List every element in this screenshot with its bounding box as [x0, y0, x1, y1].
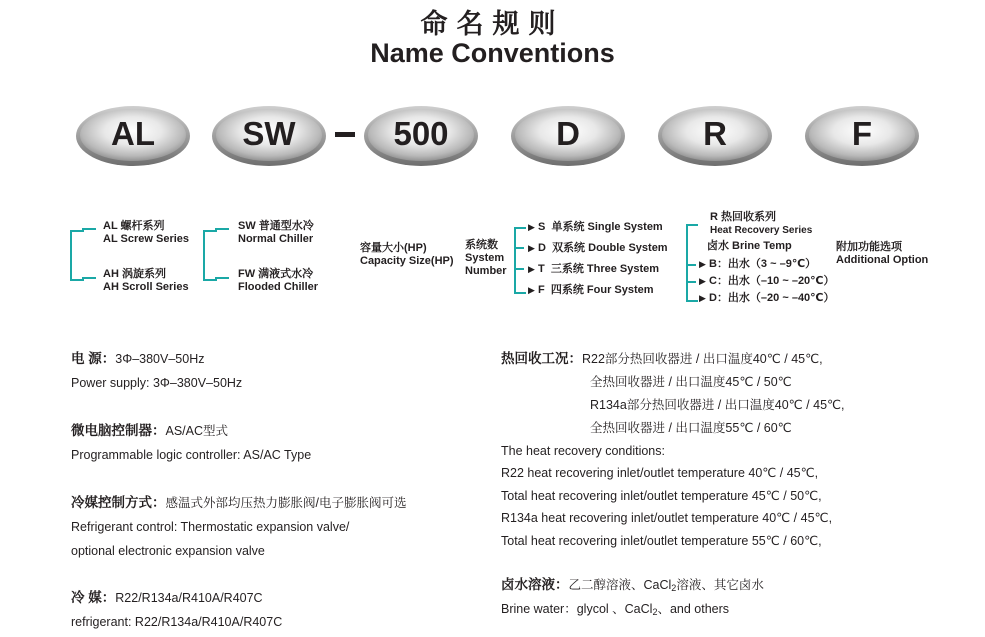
code-d: D	[556, 115, 580, 152]
spec-heat-recovery-en-2: R22 heat recovering inlet/outlet temperature 40℃ / 45℃,	[501, 466, 819, 480]
spec-heat-recovery-cn-4: 全热回收器进 / 出口温度55℃ / 60℃	[590, 421, 792, 435]
heat-recovery-series: R 热回收系列 Heat Recovery Series	[710, 211, 813, 236]
chiller-bracket	[203, 230, 217, 281]
series-bracket	[70, 230, 84, 281]
arrow-right-icon: ▶	[699, 259, 706, 269]
series-ah: AH 涡旋系列 AH Scroll Series	[103, 268, 189, 293]
system-bracket	[514, 227, 526, 294]
additional-option-label: 附加功能选项 Additional Option	[836, 241, 929, 266]
spec-heat-recovery-cn-2: 全热回收器进 / 出口温度45℃ / 50℃	[590, 375, 792, 389]
brine-option-c: ▶ C：出水（–10 ~ –20℃）	[699, 275, 835, 287]
series-bracket-tick-bottom	[82, 277, 96, 279]
code-pill-500	[362, 104, 480, 168]
arrow-right-icon: ▶	[528, 243, 535, 253]
system-option-f: ▶ F 四系统 Four System	[528, 284, 654, 296]
code-pill-al	[74, 104, 192, 168]
option-bracket-tick-c	[688, 281, 696, 283]
arrow-right-icon: ▶	[528, 285, 535, 295]
spec-power-en: Power supply: 3Φ–380V–50Hz	[71, 376, 243, 390]
spec-ref-ctrl-cn: 冷媒控制方式：感温式外部均压热力膨胀阀/电子膨胀阀可选	[71, 495, 407, 510]
system-bracket-tick-2	[516, 247, 524, 249]
brine-option-d: ▶ D：出水（–20 ~ –40℃）	[699, 292, 835, 304]
spec-ref-ctrl-en-2: optional electronic expansion valve	[71, 544, 265, 558]
arrow-right-icon: ▶	[528, 222, 535, 232]
system-option-d: ▶ D 双系统 Double System	[528, 242, 668, 254]
code-pill-r	[656, 104, 774, 168]
code-r: R	[703, 115, 727, 152]
code-500: 500	[393, 115, 449, 152]
spec-heat-recovery-en-3: Total heat recovering inlet/outlet temperature 45℃ / 50℃,	[501, 489, 822, 503]
chiller-fw: FW 满液式水冷 Flooded Chiller	[238, 268, 319, 293]
option-bracket	[686, 224, 698, 302]
system-bracket-tick-3	[516, 268, 524, 270]
spec-power-cn: 电 源：3Φ–380V–50Hz	[71, 351, 205, 366]
series-bracket-tick-top	[82, 228, 96, 230]
spec-refrigerant-cn: 冷 媒：R22/R134a/R410A/R407C	[71, 590, 263, 605]
code-sw: SW	[242, 115, 296, 152]
spec-refrigerant-en: refrigerant: R22/R134a/R410A/R407C	[71, 615, 283, 629]
arrow-right-icon: ▶	[699, 293, 706, 303]
code-f: F	[851, 115, 873, 152]
spec-plc-cn: 微电脑控制器：AS/AC型式	[71, 423, 229, 438]
chiller-bracket-tick-bottom	[215, 277, 229, 279]
spec-heat-recovery-en-5: Total heat recovering inlet/outlet temperature 55℃ / 60℃,	[501, 534, 822, 548]
page-title-cn: 命名规则	[420, 9, 565, 39]
page-title-en: Name Conventions	[370, 38, 615, 68]
brine-option-b: ▶ B：出水（3 ~ –9℃）	[699, 258, 817, 270]
spec-heat-recovery-cn-3: R134a部分热回收器进 / 出口温度40℃ / 45℃,	[590, 398, 845, 412]
capacity-label: 容量大小(HP) Capacity Size(HP)	[360, 242, 454, 267]
spec-plc-en: Programmable logic controller: AS/AC Type	[71, 448, 312, 462]
spec-heat-recovery-en-4: R134a heat recovering inlet/outlet temperature 40℃ / 45℃,	[501, 511, 833, 525]
brine-temp-label: 卤水 Brine Temp	[707, 240, 792, 252]
code-al: AL	[111, 115, 155, 152]
code-pill-d	[509, 104, 627, 168]
arrow-right-icon: ▶	[699, 276, 706, 286]
spec-brine-cn: 卤水溶液：乙二醇溶液、CaCl$_2$溶液、其它卤水	[501, 577, 764, 593]
spec-brine-en: Brine water：glycol 、CaCl$_2$、and others	[501, 602, 730, 617]
chiller-sw: SW 普通型水冷 Normal Chiller	[238, 220, 314, 245]
code-dash	[335, 132, 355, 137]
code-pill-sw	[210, 104, 328, 168]
series-al: AL 螺杆系列 AL Screw Series	[103, 220, 190, 245]
chiller-bracket-tick-top	[215, 228, 229, 230]
system-number-label: 系统数 System Number	[465, 239, 507, 277]
arrow-right-icon: ▶	[528, 264, 535, 274]
spec-heat-recovery-cn-1: 热回收工况：R22部分热回收器进 / 出口温度40℃ / 45℃,	[501, 351, 823, 366]
spec-heat-recovery-en-1: The heat recovery conditions:	[501, 444, 665, 458]
code-pill-f	[803, 104, 921, 168]
system-option-s: ▶ S 单系统 Single System	[528, 221, 663, 233]
system-option-t: ▶ T 三系统 Three System	[528, 263, 660, 275]
spec-ref-ctrl-en-1: Refrigerant control: Thermostatic expansion valve/	[71, 520, 350, 534]
option-bracket-tick-b	[688, 264, 696, 266]
